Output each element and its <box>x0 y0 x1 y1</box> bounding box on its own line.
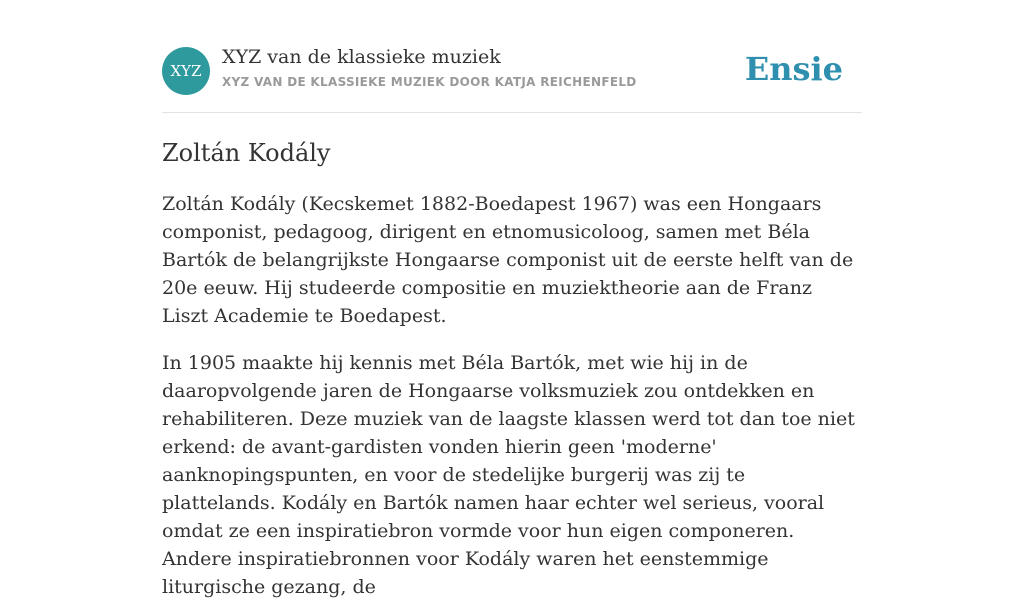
page <box>162 0 862 601</box>
book-subtitle: XYZ VAN DE KLASSIEKE MUZIEK DOOR KATJA REICHENFELD <box>222 75 637 89</box>
article-paragraph: In 1905 maakte hij kennis met Béla Bartók, met wie hij in de daaropvolgende jaren de Hongaarse volksmuziek zou ontdekken en rehabiliteren. Deze muziek van de laagste klassen werd tot dan toe niet erkend: de avant-gardisten vonden hierin geen 'moderne' aanknopingspunten, en voor de stedelijke burgerij was zij te plattelands. Kodály en Bartók namen haar echter wel serieus, vooral omdat ze een inspiratiebron vormde voor hun eigen componeren. Andere inspiratiebronnen voor Kodály waren het eenstemmige liturgische gezang, de <box>162 352 855 598</box>
book-avatar[interactable]: XYZ <box>162 47 210 95</box>
ensie-logo[interactable]: Ensie <box>744 50 843 88</box>
article-paragraph: Zoltán Kodály (Kecskemet 1882-Boedapest 1967) was een Hongaars componist, pedagoog, dirigent en etnomusicoloog, samen met Béla Bartók de belangrijkste Hongaarse componist uit de eerste helft van de 20e eeuw. Hij studeerde compositie en muziektheorie aan de Franz Liszt Academie te Boedapest. <box>162 193 854 327</box>
book-title-link[interactable]: XYZ van de klassieke muziek <box>222 46 501 68</box>
header <box>162 0 862 113</box>
article-title: Zoltán Kodály <box>162 139 331 167</box>
